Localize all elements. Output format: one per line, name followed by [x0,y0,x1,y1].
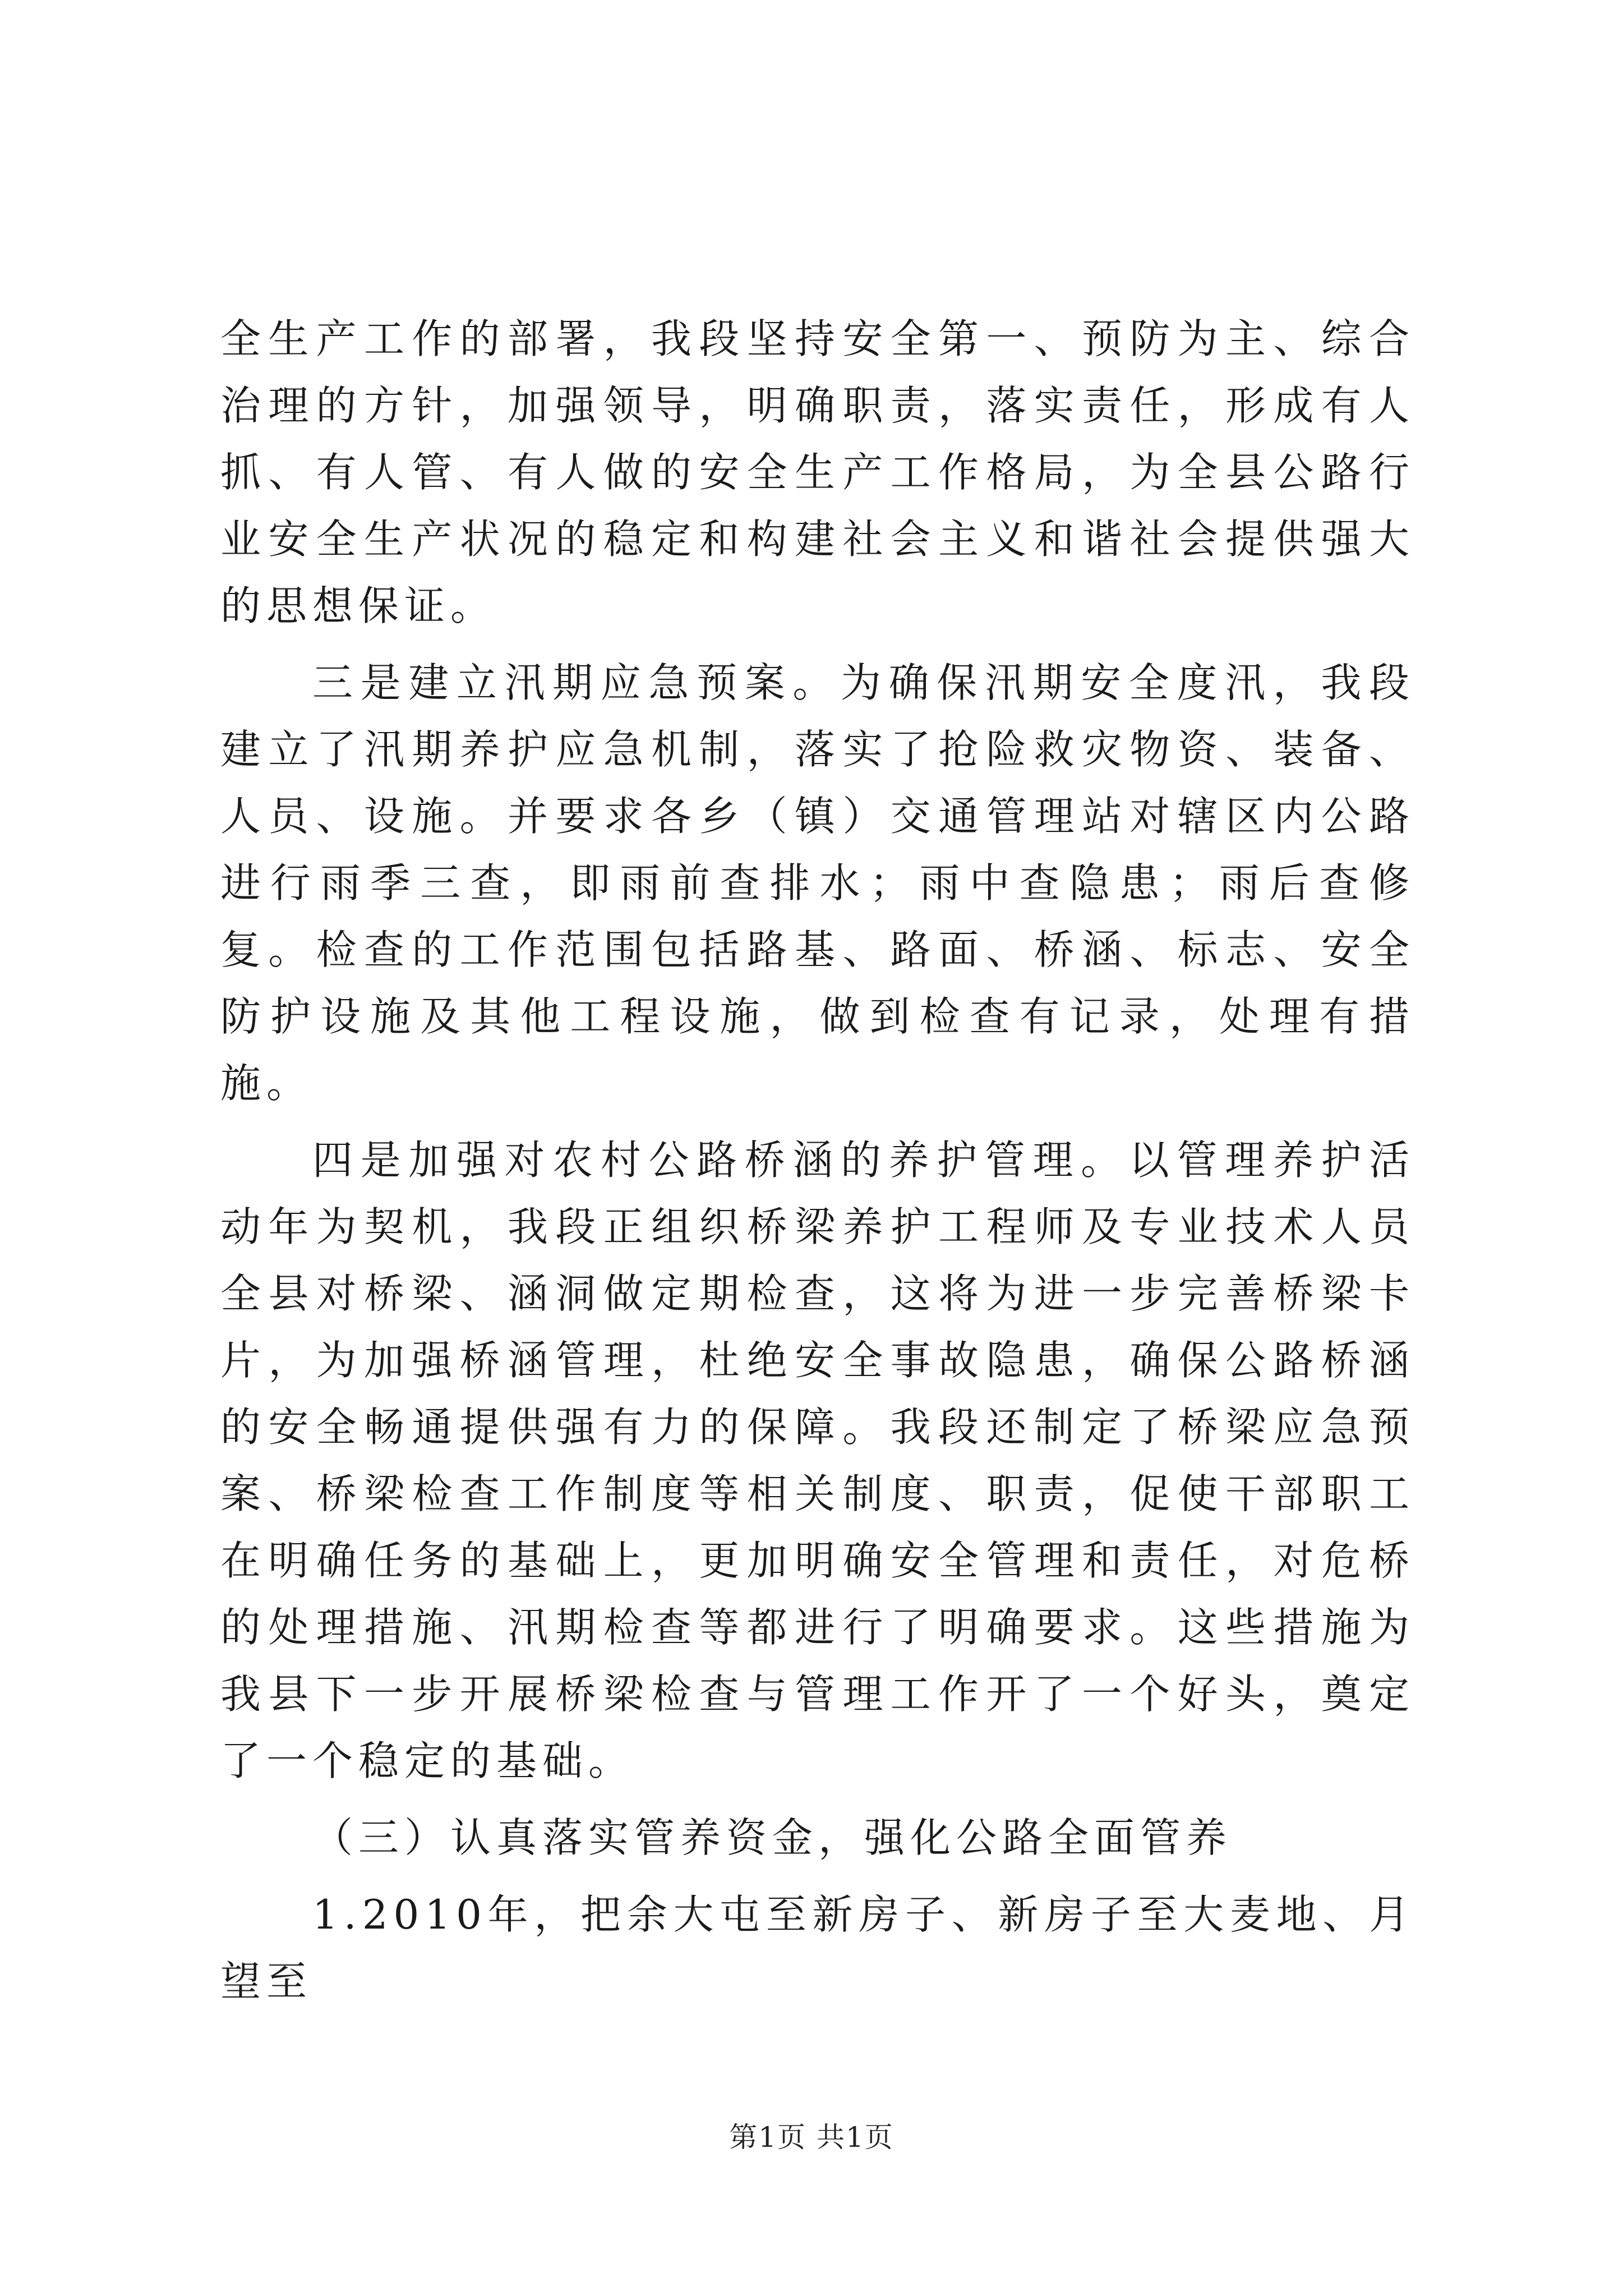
paragraph-item-1: 1.2010年，把余大屯至新房子、新房子至大麦地、月望至 [220,1891,1415,2005]
document-body [220,306,1415,2015]
paragraph-continuation: 全生产工作的部署，我段坚持安全第一、预防为主、综合治理的方针，加强领导，明确职责，落实责任，形成有人抓、有人管、有人做的安全生产工作格局，为全县公路行业安全生产状况的稳定和构建社会主义和谐社会提供强大的思想保证。 [220,315,1415,629]
page-footer: 第1页 共1页 [729,2121,894,2154]
paragraph-bridge-maintenance: 四是加强对农村公路桥涵的养护管理。以管理养护活动年为契机，我段正组织桥梁养护工程师及专业技术人员全县对桥梁、涵洞做定期检查，这将为进一步完善桥梁卡片，为加强桥涵管理，杜绝安全事故隐患，确保公路桥涵的安全畅通提供强有力的保障。我段还制定了桥梁应急预案、桥梁检查工作制度等相关制度、职责，促使干部职工在明确任务的基础上，更加明确安全管理和责任，对危桥的处理措施、汛期检查等都进行了明确要求。这些措施为我县下一步开展桥梁检查与管理工作开了一个好头，奠定了一个稳定的基础。 [220,1137,1415,1784]
paragraph-flood-emergency-plan: 三是建立汛期应急预案。为确保汛期安全度汛，我段建立了汛期养护应急机制，落实了抢险救灾物资、装备、人员、设施。并要求各乡（镇）交通管理站对辖区内公路进行雨季三查，即雨前查排水；雨中查隐患；雨后查修复。检查的工作范围包括路基、路面、桥涵、标志、安全防护设施及其他工程设施，做到检查有记录，处理有措施。 [220,659,1415,1107]
section-heading-funds: （三）认真落实管养资金，强化公路全面管养 [312,1814,1233,1861]
